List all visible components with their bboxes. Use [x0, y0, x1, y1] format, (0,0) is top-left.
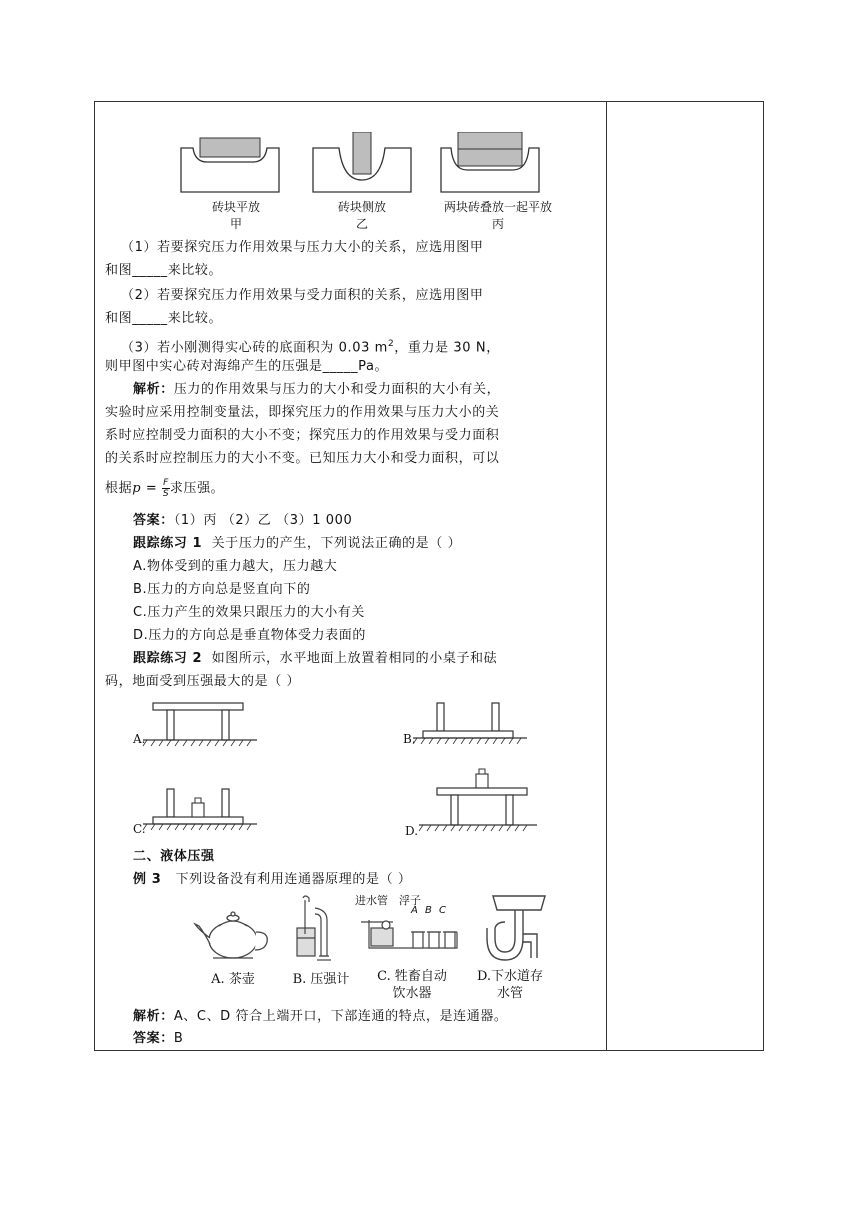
- pressure-gauge-drawing: [297, 896, 331, 960]
- analysis-1-line-2: 实验时应采用控制变量法，即探究压力的作用效果与压力大小的关: [105, 405, 500, 420]
- waterer-b-label: B: [425, 905, 432, 916]
- answer-1: 答案：（1）丙 （2）乙 （3）1 000: [133, 513, 353, 528]
- drain-trap-drawing: [487, 896, 545, 960]
- sponge-side: [313, 132, 411, 192]
- analysis-1-line-5: 根据p = $\frac{F}{S}$ 求压强。: [105, 478, 225, 499]
- answer-3: 答案：B: [133, 1031, 184, 1046]
- brick-upright: [353, 132, 371, 174]
- exercise-2-line-2: 码，地面受到压强最大的是（ ）: [105, 674, 301, 689]
- caption-jia: 砖块平放 甲: [211, 200, 260, 231]
- exercise-1-option-d: D.压力的方向总是垂直物体受力表面的: [133, 628, 366, 643]
- brick-stack-top: [458, 132, 522, 149]
- weight-c: [192, 803, 204, 817]
- question-2-line-2: 和图_____来比较。: [105, 311, 223, 326]
- brick-sponge-figure: [173, 132, 573, 194]
- table-figure-d: [403, 762, 543, 834]
- waterer-inlet-label: 进水管: [355, 894, 388, 907]
- device-caption-a: A. 茶壶: [211, 972, 255, 987]
- exercise-1-option-b: B.压力的方向总是竖直向下的: [133, 582, 311, 597]
- exercise-1-option-a: A.物体受到的重力越大，压力越大: [133, 559, 338, 574]
- question-2-line-1: （2）若要探究压力作用效果与受力面积的关系，应选用图甲: [121, 288, 484, 303]
- sponge-stacked: [441, 132, 539, 192]
- brick-stack-bottom: [458, 149, 522, 166]
- analysis-1-line-1: 解析：压力的作用效果与压力的大小和受力面积的大小有关，: [133, 382, 501, 397]
- question-1-line-2: 和图_____来比较。: [105, 263, 223, 278]
- device-caption-d: D.下水道存 水管: [476, 969, 544, 1001]
- livestock-waterer-drawing: [361, 920, 457, 948]
- brick-flat: [200, 138, 260, 157]
- column-divider: [606, 102, 607, 1050]
- fraction: $\frac{F}{S}$: [162, 478, 170, 499]
- table-option-a-label: A.: [133, 732, 146, 746]
- content-table: [94, 101, 764, 1051]
- formula: p: [132, 481, 142, 496]
- analysis-1-line-3: 系时应控制受力面积的大小不变；探究压力的作用效果与受力面积: [105, 428, 500, 443]
- exercise-1-option-c: C.压力产生的效果只跟压力的大小有关: [133, 605, 366, 620]
- teapot-drawing: [195, 912, 267, 958]
- table-figure-b: [403, 697, 543, 749]
- exercise-1-question: 跟踪练习 1 关于压力的产生，下列说法正确的是（ ）: [133, 536, 462, 551]
- waterer-a-label: A: [411, 905, 418, 916]
- waterer-c-label: C: [439, 905, 446, 916]
- section-2-title: 二、液体压强: [133, 849, 215, 864]
- analysis-1-line-4: 的关系时应控制压力的大小不变。已知压力大小和受力面积，可以: [105, 451, 500, 466]
- weight-d: [476, 774, 488, 788]
- analysis-3: 解析：A、C、D 符合上端开口，下部连通的特点，是连通器。: [133, 1009, 508, 1024]
- question-3-line-2: 则甲图中实心砖对海绵产生的压强是_____Pa。: [105, 359, 389, 374]
- table-option-c-label: C.: [133, 822, 146, 836]
- caption-yi: 砖块侧放 乙: [337, 200, 386, 231]
- question-1-line-1: （1）若要探究压力作用效果与压力大小的关系，应选用图甲: [121, 240, 484, 255]
- table-option-d-label: D.: [405, 824, 419, 838]
- table-option-b-label: B.: [403, 732, 416, 746]
- caption-bing: 两块砖叠放一起平放 丙: [443, 200, 552, 231]
- device-caption-b: B. 压强计: [292, 972, 350, 987]
- table-figure-a: [133, 697, 273, 749]
- exercise-2-line-1: 跟踪练习 2 如图所示，水平地面上放置着相同的小桌子和砝: [133, 651, 498, 666]
- sponge-flat: [181, 138, 279, 192]
- device-caption-c: C. 牲畜自动 饮水器: [377, 969, 447, 1001]
- question-3-line-1: （3）若小刚测得实心砖的底面积为 0.03 $m^2$，重力是 30 N，: [121, 339, 500, 356]
- example-3-question: 例 3 下列设备没有利用连通器原理的是（ ）: [133, 872, 412, 887]
- waterer-float-label: 浮子: [399, 894, 421, 907]
- table-figure-c: [133, 777, 273, 835]
